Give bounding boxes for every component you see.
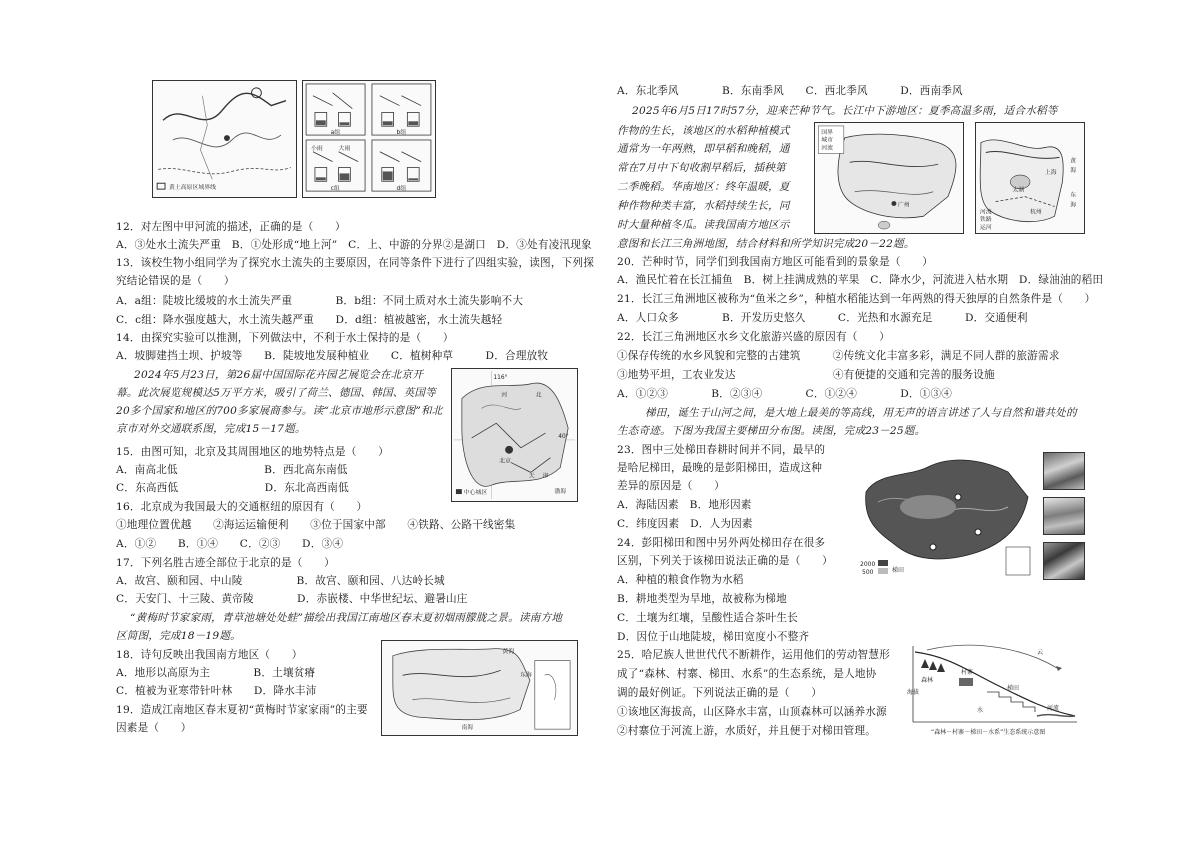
map-label-donghai: 东海: [520, 672, 532, 679]
legend-canal: 运河: [979, 225, 992, 232]
label-water: 水: [977, 707, 984, 714]
photo-pengyang: [1043, 452, 1085, 490]
photo-ziquejie: [1043, 497, 1085, 535]
q25-item-2: ②村寨位于河流上游，水质好，并且便于对梯田管理。: [617, 725, 877, 737]
q23-options-cd: C．纬度因素 D．人为因素: [617, 518, 753, 530]
q24-stem-1: 24．彭阳梯田和图中另外两处梯田存在很多: [617, 537, 826, 549]
q24-option-b: B．耕地类型为旱地，故被称为梯地: [617, 593, 787, 605]
q25-stem-1: 25．哈尼族人世世代代不断耕作，运用他们的劳动智慧形: [617, 649, 890, 661]
q14-stem: 14．由探究实验可以推测，下列做法中，不利于水土保持的是（ ）: [116, 332, 454, 344]
label-forest: 森林: [921, 677, 934, 684]
hani-ecosystem-diagram: [907, 640, 1085, 738]
q20-stem: 20．芒种时节，同学们到我国南方地区可能看到的景象是（ ）: [617, 256, 934, 268]
q16-stem: 16．北京成为我国最大的交通枢纽的原因有（ ）: [116, 501, 368, 513]
panel-label-d: d组: [396, 186, 407, 193]
legend-city: 中心城区: [463, 490, 488, 497]
q25-stem-3: 调的最好例证。下列说法正确的是（ ）: [617, 687, 823, 699]
passage-south-2: 区简图，完成18－19题。: [116, 630, 241, 642]
q18-options-cd: C．植被为亚寒带针叶林 D．降水丰沛: [116, 685, 317, 697]
hani-ecosystem-diagram-svg: [907, 640, 1085, 738]
q19-options: A．东北季风 B．东南季风 C．西北季风 D．西南季风: [617, 85, 963, 97]
q12-stem: 12．对左图中甲河流的描述，正确的是（ ）: [116, 221, 346, 233]
map-caption: 黄土高原区域界线: [168, 185, 216, 192]
q25-stem-2: 成了“森林、村寨、梯田、水系”的生态系统，是人地协: [617, 668, 877, 680]
q17-options-cd: C．天安门、十三陵、黄帝陵 D．赤嵌楼、中华世纪坛、避暑山庄: [116, 593, 468, 605]
passage-terrace-2: 生态奇迹。下图为我国主要梯田分布图。读图，完成23－25题。: [617, 425, 926, 437]
experiment-figure: [302, 80, 436, 198]
passage-mangzhong-7: 时大量种植冬瓜。读我国南方地区示: [617, 219, 790, 231]
cell-label-light-rain: 小雨: [311, 145, 323, 152]
legend-river: 河流: [979, 209, 992, 216]
map-label-jin: 津: [542, 473, 549, 480]
experiment-figure-svg: [303, 81, 435, 197]
q16-options: A．①② B．①④ C．②③ D．③④: [116, 538, 344, 550]
map-label-hai-2: 海: [1070, 202, 1077, 209]
q24-stem-2: 区别，下列关于该梯田说法正确的是（ ）: [617, 555, 833, 567]
map-label-huanghai: 黄海: [502, 648, 515, 655]
passage-terrace-1: 梯田，诞生于山河之间，是大地上最美的等高线，用无声的语言讲述了人与自然和谐共处的: [645, 407, 1077, 419]
panel-label-b: b组: [396, 130, 407, 137]
passage-beijing-2: 幕。此次展览规模达5万平方米，吸引了荷兰、德国、韩国、英国等: [116, 387, 436, 399]
map-label-tian: 天: [528, 473, 535, 480]
q17-options-ab: A．故宫、颐和园、中山陵 B．故宫、颐和园、八达岭长城: [116, 575, 445, 587]
yangtze-delta-map: [975, 122, 1085, 234]
legend-terrace: 梯田: [892, 567, 905, 574]
terrace-distribution-map: [858, 452, 1040, 580]
passage-beijing-3: 20多个国家和地区的700多家展商参与。读“北京市地形示意图”和北: [116, 405, 443, 417]
q13-options-cd: C．c组：降水强度越大，水土流失越严重 D．d组：植被越密，水土流失越轻: [116, 314, 503, 326]
q23-stem-2: 是哈尼梯田，最晚的是彭阳梯田，造成这种: [617, 462, 823, 474]
lat-label: 40°: [558, 433, 569, 440]
q21-options: A．人口众多 B．开发历史悠久 C．光热和水源充足 D．交通便利: [617, 312, 1028, 324]
label-altitude: 海拔: [907, 689, 920, 696]
map-label-shanghai: 上海: [1044, 170, 1057, 177]
q20-options: A．渔民忙着在长江捕鱼 B．树上挂满成熟的苹果 C．降水少，河流进入枯水期 D．绿油油的稻田: [617, 274, 1104, 286]
q15-options-cd: C．东高西低 D．东北高西南低: [116, 482, 349, 494]
map-label-dong: 东: [1070, 192, 1077, 199]
label-village: 村寨: [961, 669, 974, 676]
map-label-hangzhou: 杭州: [1030, 209, 1042, 216]
beijing-terrain-map: [451, 368, 578, 502]
south-china-map-svg: [382, 641, 577, 735]
passage-mangzhong-4: 常在7月中下旬收割早稻后，插秧第: [617, 162, 786, 174]
beijing-terrain-map-svg: [452, 369, 577, 501]
label-cloud: 云: [1037, 649, 1044, 656]
q15-stem: 15．由图可知，北京及其周围地区的地势特点是（ ）: [116, 446, 389, 458]
q18-options-ab: A．地形以高原为主 B．土壤贫瘠: [116, 667, 316, 679]
map-label-he: 河: [501, 392, 508, 399]
passage-mangzhong-3: 通常为一年两熟，即早稻和晚稻，通: [617, 143, 790, 155]
map-label-nanhai: 南海: [461, 725, 474, 732]
map-label-guangzhou: 广州: [897, 202, 910, 209]
q24-option-d: D．因位于山地陡坡，梯田宽度小不整齐: [617, 631, 810, 643]
q22-options: A．①②③ B．②③④ C．①②④ D．①③④: [617, 388, 953, 400]
legend-2000: 2000: [860, 561, 876, 568]
q18-stem: 18．诗句反映出我国南方地区（ ）: [116, 649, 303, 661]
q14-options: A．坡脚建挡土坝、护坡等 B．陡坡地发展种植业 C．植树种草 D．合理放牧: [116, 350, 549, 362]
south-china-map: [381, 640, 578, 736]
terrace-distribution-map-svg: [858, 452, 1040, 580]
q23-stem-3: 差异的原因是（ ）: [617, 480, 725, 492]
q12-options: A．③处水土流失严重 B．①处形成“地上河” C．上、中游的分界②是湖口 D．③处有凌汛现象: [116, 239, 592, 251]
loess-plateau-map: [152, 80, 297, 198]
q22-stem: 22．长江三角洲地区水乡文化旅游兴盛的原因有（ ）: [617, 331, 890, 343]
map-label-huang: 黄: [1070, 158, 1077, 165]
legend-500: 500: [862, 569, 874, 576]
label-river: 河流: [1047, 705, 1060, 712]
q13-stem-1: 13．该校生物小组同学为了探究水土流失的主要原因，在同等条件下进行了四组实验，读图，下列探: [116, 257, 595, 269]
label-terrace: 梯田: [1007, 685, 1020, 692]
map-label-hai-1: 海: [1070, 168, 1077, 175]
passage-beijing-4: 京市对外交通联系图，完成15－17题。: [116, 423, 306, 435]
passage-mangzhong-5: 二季晚稻。华南地区：终年温暖，夏: [617, 181, 790, 193]
q15-options-ab: A．南高北低 B．西北高东南低: [116, 464, 348, 476]
cell-label-heavy-rain: 大雨: [338, 145, 351, 152]
q21-stem: 21．长江三角洲地区被称为“鱼米之乡”，种植水稻能达到一年两熟的得天独厚的自然条件是（ ）: [617, 293, 1096, 305]
diagram-caption: “森林－村寨－梯田－水系”生态系统示意图: [931, 729, 1046, 736]
loess-plateau-map-svg: [153, 81, 296, 197]
q17-stem: 17．下列名胜古迹全部位于北京的是（ ）: [116, 557, 335, 569]
q24-option-c: C．土壤为红壤，呈酸性适合茶叶生长: [617, 612, 799, 624]
q19-stem-1: 19．造成江南地区春末夏初“黄梅时节家家雨”的主要: [116, 704, 368, 716]
legend-border: 国界: [821, 129, 833, 136]
south-region-map: [814, 122, 964, 234]
map-label-taihu: 太湖: [1012, 187, 1025, 194]
map-label-beijing: 北京: [499, 458, 512, 465]
panel-label-c: c组: [330, 186, 340, 193]
q23-stem-1: 23．图中三处梯田春耕时间并不同，最早的: [617, 444, 826, 456]
passage-mangzhong-8: 意图和长江三角洲地图，结合材料和所学知识完成20－22题。: [617, 238, 915, 250]
q13-stem-2: 究结论错误的是（ ）: [116, 275, 235, 287]
q13-options-ab: A．a组：陡坡比缓坡的水土流失严重 B．b组：不同土质对水土流失影响不大: [116, 295, 524, 307]
passage-beijing-1: 2024年5月23日，第26届中国国际花卉园艺展览会在北京开: [134, 369, 424, 381]
legend-rail: 铁路: [979, 217, 992, 224]
photo-hani: [1043, 542, 1085, 580]
q22-item-1-2: ①保存传统的水乡风貌和完整的古建筑 ②传统文化丰富多彩，满足不同人群的旅游需求: [617, 350, 1060, 362]
legend-river: 河流: [821, 145, 833, 152]
passage-mangzhong-6: 种作物种类丰富，水稻持续生长，同: [617, 200, 790, 212]
q25-item-1: ①该地区海拔高，山区降水丰富，山顶森林可以涵养水源: [617, 706, 887, 718]
q23-options-ab: A．海陆因素 B．地形因素: [617, 499, 752, 511]
passage-south-1: “黄梅时节家家雨，青草池塘处处蛙”描绘出我国江南地区春末夏初烟雨朦胧之景。读南方地: [130, 612, 563, 624]
panel-label-a: a组: [330, 130, 341, 137]
map-label-bohai: 渤海: [554, 489, 567, 496]
lon-label: 116°: [493, 374, 508, 381]
q22-item-3-4: ③地势平坦，工农业发达 ④有便捷的交通和完善的服务设施: [617, 369, 995, 381]
south-region-map-svg: [815, 123, 963, 233]
q24-option-a: A．种植的粮食作物为水稻: [617, 574, 744, 586]
passage-mangzhong-1: 2025年6月5日17时57分，迎来芒种节气。长江中下游地区：夏季高温多雨，适合水稻等: [632, 105, 1058, 117]
q19-stem-2: 因素是（ ）: [116, 722, 192, 734]
q16-items: ①地理位置优越 ②海运运输便利 ③位于国家中部 ④铁路、公路干线密集: [116, 519, 516, 531]
map-label-bei: 北: [535, 392, 542, 399]
passage-mangzhong-2: 作物的生长，该地区的水稻种植模式: [617, 125, 790, 137]
legend-city: 城市: [821, 137, 833, 144]
yangtze-delta-map-svg: [976, 123, 1084, 233]
